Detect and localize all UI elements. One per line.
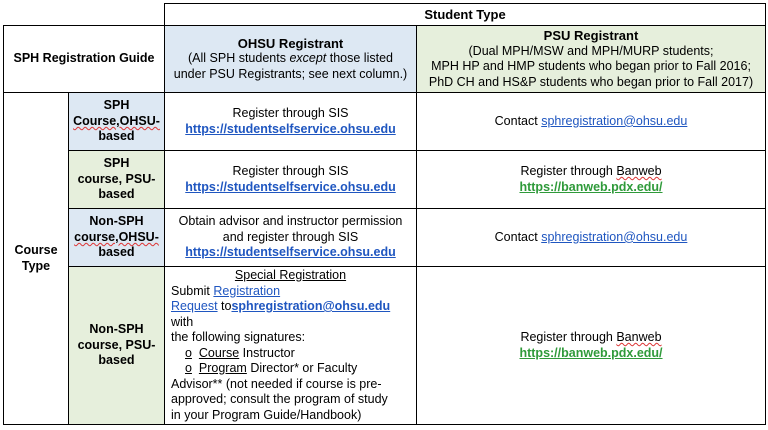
registration-request-link[interactable]: Registration bbox=[213, 283, 281, 298]
banweb-link[interactable]: https://banweb.pdx.edu/ bbox=[519, 179, 663, 194]
psu-cell-row3 bbox=[417, 209, 766, 267]
bullet-program: Program bbox=[198, 361, 247, 375]
guide-title: SPH Registration Guide bbox=[4, 26, 165, 93]
sph-email-link[interactable]: sphregistration@ohsu.edu bbox=[541, 229, 688, 244]
row-label-nonsph-psu bbox=[69, 267, 165, 425]
ohsu-instruction: Register through SIS bbox=[232, 106, 349, 120]
row-label-line: SPH bbox=[103, 156, 130, 171]
psu-cell-row2 bbox=[417, 151, 766, 209]
course-type-line1: Course bbox=[14, 243, 58, 257]
ohsu-cell-row2 bbox=[165, 151, 417, 209]
ohsu-cell-row1 bbox=[165, 93, 417, 151]
row-label-line: course,OHSU- bbox=[74, 229, 159, 244]
row-label-line: based bbox=[98, 187, 135, 202]
with-text: with bbox=[171, 314, 194, 329]
psu-instruction: Contact bbox=[494, 113, 542, 128]
row-label-line: based bbox=[98, 353, 135, 368]
psu-registrant-title: PSU Registrant bbox=[543, 28, 639, 43]
ohsu-instruction: Register through SIS bbox=[232, 164, 349, 178]
bullet-text: Instructor bbox=[239, 345, 295, 360]
top-left-blank bbox=[4, 4, 165, 26]
ohsu-cell-row4 bbox=[165, 267, 417, 425]
special-registration-title: Special Registration bbox=[234, 268, 347, 282]
advisor-note: Advisor** (not needed if course is pre- bbox=[171, 376, 382, 391]
psu-desc-1: (Dual MPH/MSW and MPH/MURP students; bbox=[468, 43, 714, 58]
ohsu-desc-part: those listed bbox=[326, 51, 393, 66]
psu-instruction: Register through bbox=[520, 164, 617, 178]
submit-text: Submit bbox=[171, 283, 214, 298]
ohsu-desc-part: (All SPH students bbox=[188, 51, 290, 66]
row-label-sph-psu bbox=[69, 151, 165, 209]
sis-link[interactable]: https://studentselfservice.ohsu.edu bbox=[185, 245, 396, 260]
ohsu-registrant-title: OHSU Registrant bbox=[237, 35, 344, 51]
bullet-marker: o bbox=[185, 361, 192, 375]
row-label-nonsph-ohsu bbox=[69, 209, 165, 267]
row-label-line: course, PSU- bbox=[77, 337, 156, 352]
row-label-line: based bbox=[98, 129, 135, 144]
ohsu-registrant-desc bbox=[169, 51, 412, 67]
sis-link[interactable]: https://studentselfservice.ohsu.edu bbox=[185, 179, 396, 194]
psu-desc-3: PhD CH and HS&P students who began prior to Fall 2017) bbox=[428, 74, 754, 89]
psu-cell-row4 bbox=[417, 267, 766, 425]
sph-email-link[interactable]: sphregistration@ohsu.edu bbox=[231, 299, 391, 313]
psu-cell-row1 bbox=[417, 93, 766, 151]
signatures-text: the following signatures: bbox=[171, 330, 306, 344]
registration-request-link-2[interactable]: Request bbox=[171, 299, 218, 313]
ohsu-instruction: and register through SIS bbox=[222, 229, 359, 244]
banweb-word: Banweb bbox=[616, 330, 662, 344]
psu-instruction: Contact bbox=[494, 229, 542, 244]
student-type-header: Student Type bbox=[165, 4, 766, 26]
psu-desc-2: MPH HP and HMP students who began prior to Fall 2016; bbox=[431, 59, 751, 73]
course-type-label bbox=[4, 93, 69, 425]
ohsu-cell-row3 bbox=[165, 209, 417, 267]
to-text: to bbox=[217, 299, 232, 313]
sis-link[interactable]: https://studentselfservice.ohsu.edu bbox=[185, 121, 396, 136]
registration-guide-table bbox=[3, 3, 766, 425]
row-label-line: Non-SPH bbox=[89, 322, 144, 337]
row-label-line: Course,OHSU- bbox=[73, 113, 160, 128]
row-label-line: Non-SPH bbox=[89, 214, 144, 229]
banweb-link[interactable]: https://banweb.pdx.edu/ bbox=[519, 345, 663, 360]
banweb-word: Banweb bbox=[616, 164, 662, 178]
ohsu-desc-except: except bbox=[289, 51, 327, 66]
advisor-note: approved; consult the program of study bbox=[171, 392, 388, 406]
bullet-course: Course bbox=[198, 345, 240, 360]
row-label-line: course, PSU- bbox=[77, 171, 156, 186]
psu-instruction: Register through bbox=[520, 330, 617, 344]
sph-email-link[interactable]: sphregistration@ohsu.edu bbox=[541, 113, 688, 128]
advisor-note: in your Program Guide/Handbook) bbox=[171, 407, 362, 422]
ohsu-registrant-desc-2: under PSU Registrants; see next column.) bbox=[173, 66, 408, 81]
ohsu-registrant-header bbox=[165, 26, 417, 93]
bullet-marker: o bbox=[185, 345, 192, 360]
row-label-line: based bbox=[98, 245, 135, 260]
row-label-line: SPH bbox=[103, 98, 130, 113]
row-label-sph-ohsu bbox=[69, 93, 165, 151]
ohsu-instruction: Obtain advisor and instructor permission bbox=[178, 214, 403, 229]
psu-registrant-header bbox=[417, 26, 766, 93]
bullet-text: Director* or Faculty bbox=[246, 361, 358, 375]
course-type-line2: Type bbox=[21, 258, 51, 273]
